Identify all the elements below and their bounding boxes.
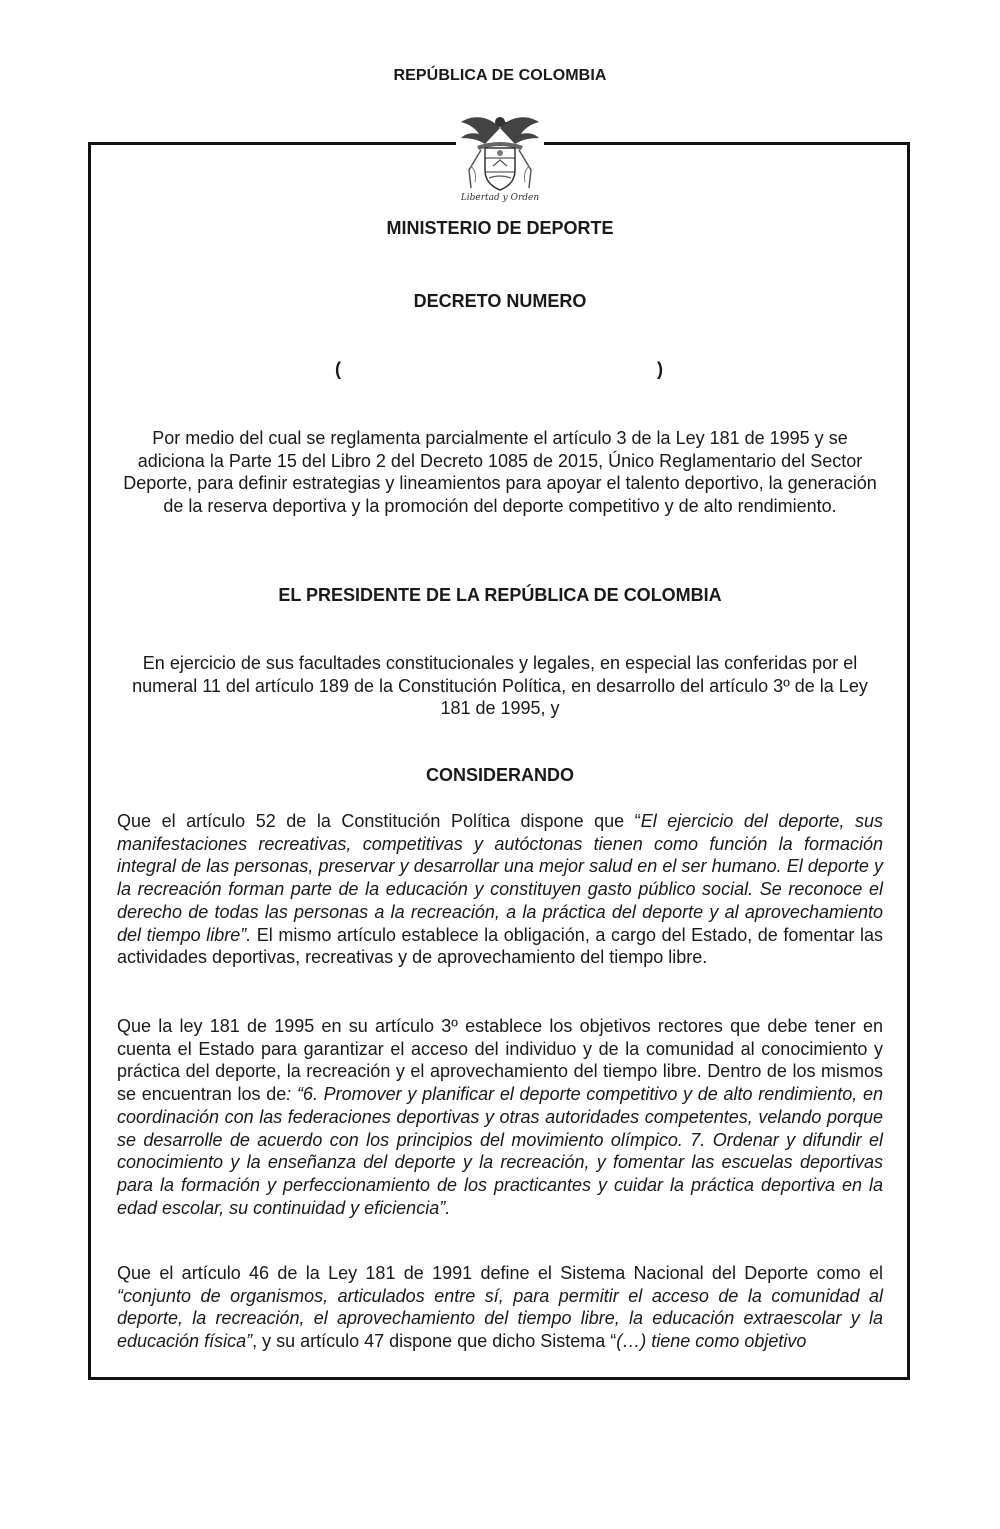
considerando-paragraph-2 <box>117 1015 883 1219</box>
decree-number-close-paren: ) <box>657 359 663 379</box>
considerando-heading: CONSIDERANDO <box>425 765 574 785</box>
decree-number-open-paren: ( <box>335 359 341 379</box>
law-quote: (…) tiene como objetivo <box>616 1331 807 1352</box>
paragraph-text: El mismo artículo establece la obligación, a cargo del Estado, de fomentar las actividades deportivas, recreativas y de aprovechamiento del tiempo libre. <box>117 924 883 968</box>
decree-title: DECRETO NUMERO <box>413 291 587 311</box>
country-heading: REPÚBLICA DE COLOMBIA <box>393 67 607 84</box>
paragraph-text: Que la ley 181 de 1995 en su artículo 3º establece los objetivos rectores que debe tener en cuenta el Estado para garantizar el acceso del individuo y de la comunidad al conocimiento y práctica del deporte, la recreación y el aprovechamiento del tiempo libre. Dentro de los mismos se encuentran los de <box>117 1016 883 1105</box>
powers-paragraph: En ejercicio de sus facultades constitucionales y legales, en especial las conferidas por el numeral 11 del artículo 189 de la Constitución Política, en desarrollo del artículo 3º de la Ley 181 de 1995, y <box>132 653 868 719</box>
paragraph-text: Que el artículo 46 de la Ley 181 de 1991 define el Sistema Nacional del Deporte como el <box>117 1263 883 1283</box>
considerando-paragraph-1 <box>117 810 883 969</box>
considerando-paragraph-3 <box>117 1262 883 1353</box>
law-quote: “conjunto de organismos, articulados entre sí, para permitir el acceso de la comunidad al deporte, la recreación, el aprovechamiento del tiempo libre, la educación extraescolar y la educación física” <box>117 1285 883 1352</box>
paragraph-text: Que el artículo 52 de la Constitución Política dispone que “ <box>117 811 641 831</box>
decree-subject: Por medio del cual se reglamenta parcialmente el artículo 3 de la Ley 181 de 1995 y se adiciona la Parte 15 del Libro 2 del Decreto 1085 de 2015, Único Reglamentario del Sector Deporte, para definir estrategias y lineamientos para apoyar el talento deportivo, la generación de la reserva deportiva y la promoción del deporte competitivo y de alto rendimiento. <box>123 428 877 517</box>
seal-motto: Libertad y Orden <box>460 193 540 203</box>
ministry-title: MINISTERIO DE DEPORTE <box>386 218 614 238</box>
paragraph-text: , y su artículo 47 dispone que dicho Sistema “ <box>252 1331 617 1352</box>
authority-heading: EL PRESIDENTE DE LA REPÚBLICA DE COLOMBIA <box>278 585 722 605</box>
law-quote: : “6. Promover y planificar el deporte competitivo y de alto rendimiento, en coordinación con las federaciones deportivas y otras autoridades competentes, velando porque se desarrolle de acuerdo con los principios del movimiento olímpico. 7. Ordenar y difundir el conocimiento y la enseñanza del deporte y la recreación, y fomentar las escuelas deportivas para la formación y perfeccionamiento de los practicantes y cuidar la práctica deportiva en la edad escolar, su continuidad y eficiencia”. <box>117 1084 883 1218</box>
constitution-quote: El ejercicio del deporte, sus manifestaciones recreativas, competitivas y autóctonas tienen como función la formación integral de las personas, preservar y desarrollar una mejor salud en el ser humano. El deporte y la recreación forman parte de la educación y constituyen gasto público social. Se reconoce el derecho de todas las personas a la recreación, a la práctica del deporte y al aprovechamiento del tiempo libre”. <box>117 811 884 945</box>
